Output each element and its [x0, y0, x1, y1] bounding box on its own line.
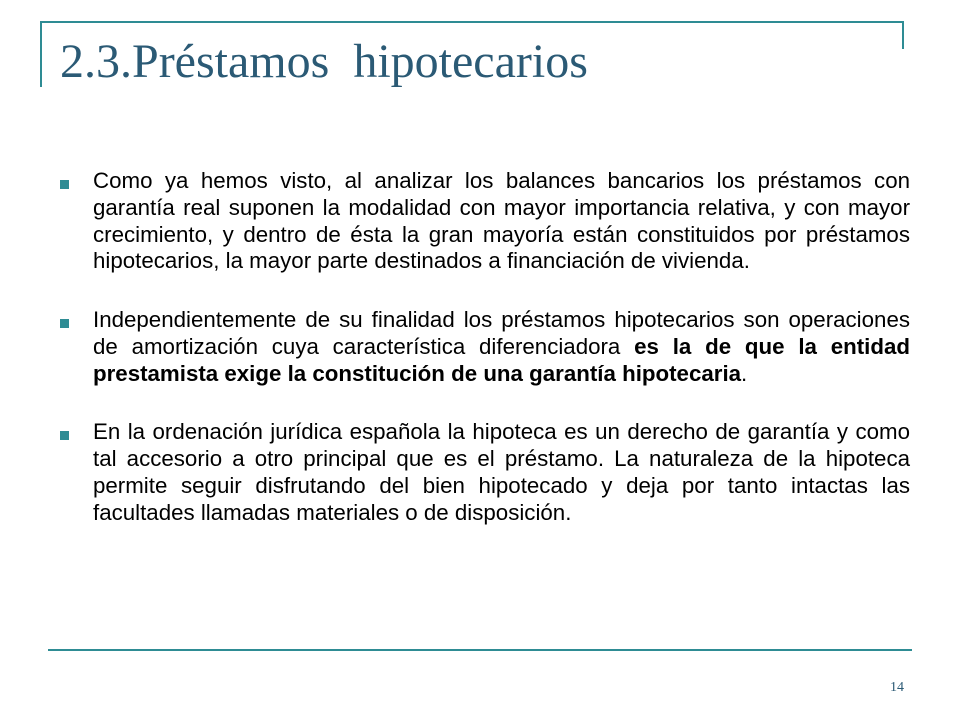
- footer-rule: [48, 649, 912, 651]
- bullet-list: [58, 168, 910, 558]
- slide-title: 2.3.Préstamos hipotecarios: [60, 35, 588, 88]
- frame-left-rule: [40, 21, 42, 87]
- bullet-text-2-before: Independientemente de su finalidad los préstamos hipotecarios son operaciones de amortización cuya característica diferenciadora: [93, 307, 910, 359]
- bullet-item-2: [58, 307, 910, 387]
- bullet-text-1: Como ya hemos visto, al analizar los balances bancarios los préstamos con garantía real suponen la modalidad con mayor importancia relativa, y con mayor crecimiento, y dentro de ésta la gran mayoría están constituidos por préstamos hipotecarios, la mayor parte destinados a financiación de vivienda.: [93, 168, 910, 274]
- bullet-text-2-after: .: [741, 360, 748, 386]
- bullet-item-1: [58, 168, 910, 275]
- bullet-item-3: [58, 419, 910, 526]
- page-number: 14: [890, 680, 904, 695]
- square-bullet-icon: [60, 180, 69, 189]
- bullet-text-2-bold: es la de que la entidad prestamista exige la constitución de una garantía hipotecaria: [93, 333, 910, 386]
- frame-top-rule: [40, 21, 904, 23]
- square-bullet-icon: [60, 319, 69, 328]
- frame-right-rule: [902, 21, 904, 49]
- bullet-text-3: En la ordenación jurídica española la hipoteca es un derecho de garantía y como tal accesorio a otro principal que es el préstamo. La naturaleza de la hipoteca permite seguir disfrutando del bien hipotecado y deja por tanto intactas las facultades llamadas materiales o de disposición.: [93, 419, 910, 525]
- square-bullet-icon: [60, 431, 69, 440]
